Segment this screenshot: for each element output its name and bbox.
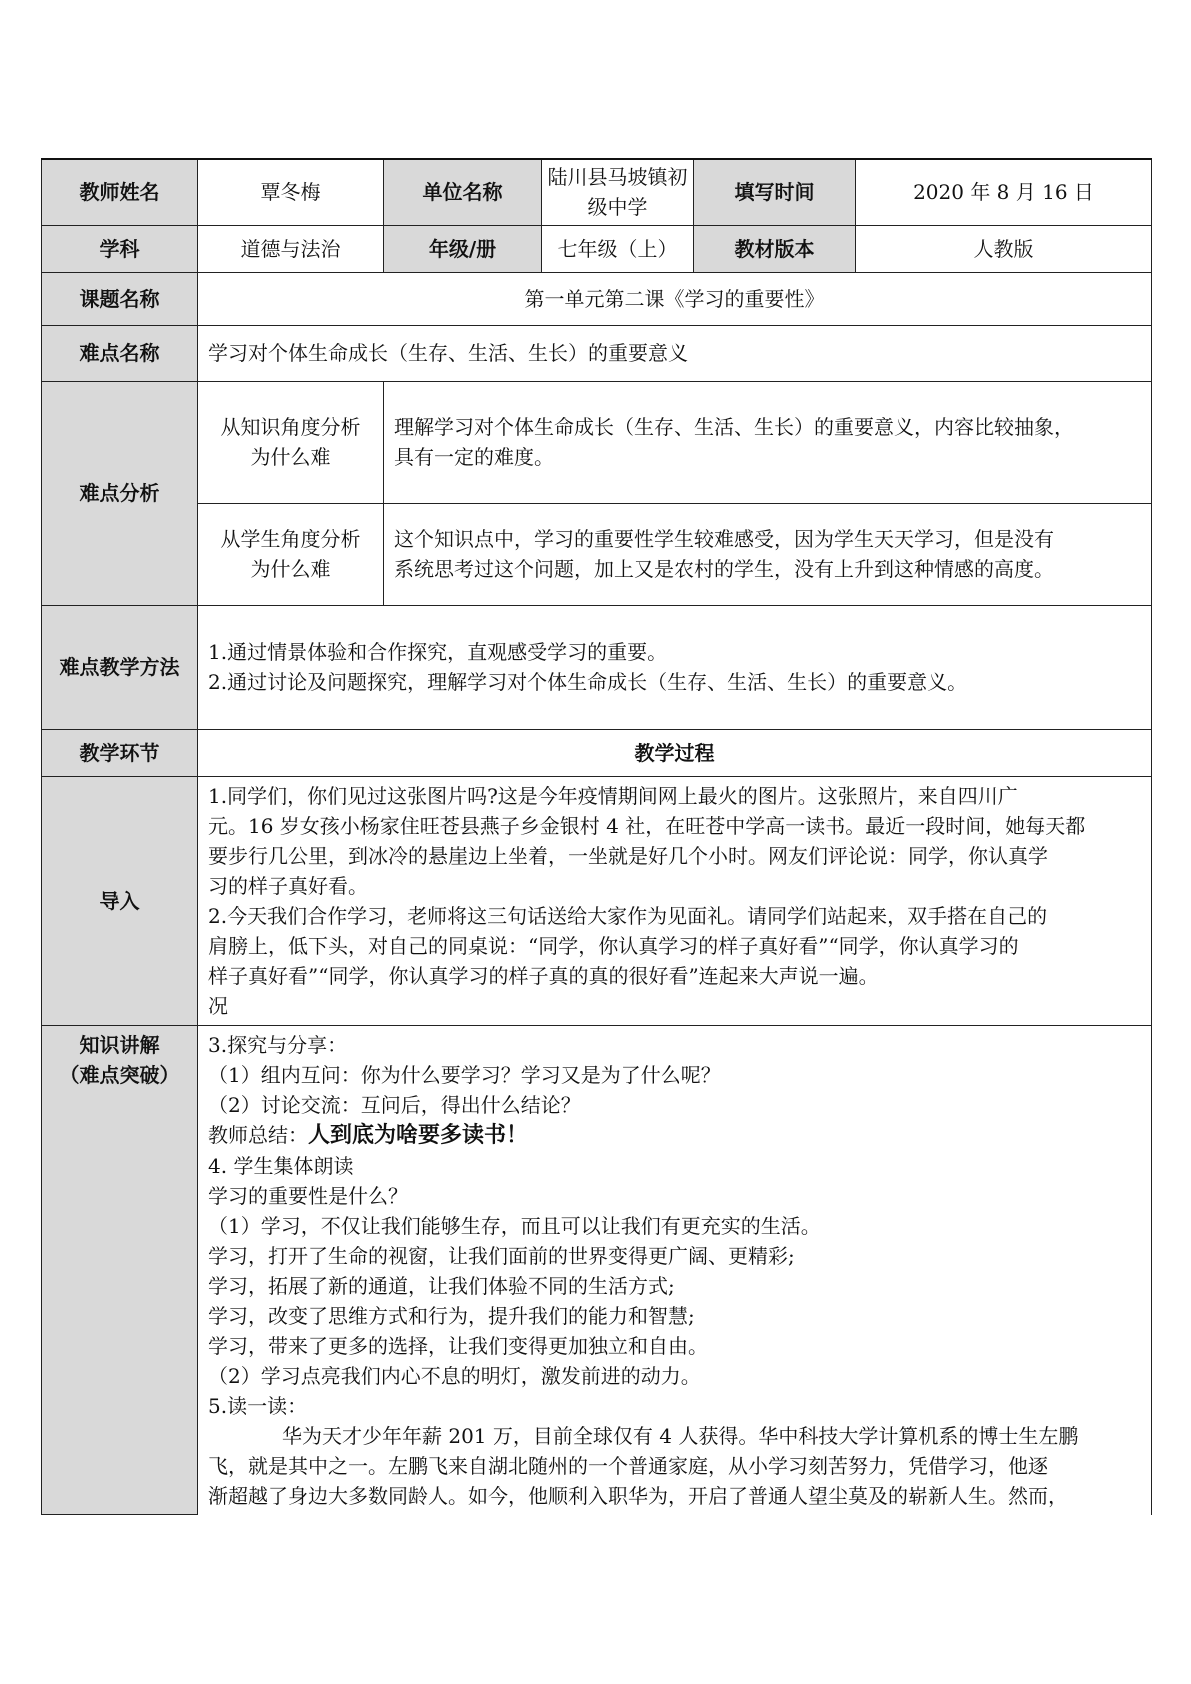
difficulty-label: 难点名称 [42, 325, 198, 381]
grade-label: 年级/册 [384, 225, 542, 272]
student-text-line-1: 这个知识点中，学习的重要性学生较难感受，因为学生天天学习，但是没有 [394, 527, 1054, 551]
knowledge-line: 学习的重要性是什么？ [208, 1183, 408, 1208]
methods-label: 难点教学方法 [42, 605, 198, 729]
topic-value: 第一单元第二课《学习的重要性》 [198, 272, 1152, 325]
knowledge-line: 5.读一读： [208, 1393, 308, 1418]
intro-line: 2.今天我们合作学习，老师将这三句话送给大家作为见面礼。请同学们站起来，双手搭在自己的 [208, 903, 1048, 928]
unit-label: 单位名称 [384, 159, 542, 225]
summary-prefix: 教师总结： [208, 1122, 308, 1147]
topic-row [42, 272, 1152, 325]
difficulty-row [42, 325, 1152, 381]
knowledge-text-line-2: 具有一定的难度。 [394, 445, 554, 469]
knowledge-line: 学习，带来了更多的选择，让我们变得更加独立和自由。 [208, 1333, 708, 1358]
knowledge-text-line-1: 理解学习对个体生命成长（生存、生活、生长）的重要意义，内容比较抽象， [394, 415, 1074, 439]
subject-value: 道德与法治 [198, 225, 384, 272]
knowledge-line: 华为天才少年年薪 201 万，目前全球仅有 4 人获得。华中科技大学计算机系的博士生左鹏 [282, 1423, 1079, 1448]
knowledge-line: 4. 学生集体朗读 [208, 1153, 354, 1178]
knowledge-line: 3.探究与分享： [208, 1032, 348, 1057]
knowledge-label-line-2: （难点突破） [59, 1062, 180, 1087]
date-value: 2020 年 8 月 16 日 [856, 159, 1152, 225]
knowledge-line: 学习，拓展了新的通道，让我们体验不同的生活方式; [208, 1273, 675, 1298]
methods-line-1: 1.通过情景体验和合作探究，直观感受学习的重要。 [208, 640, 668, 664]
methods-text [198, 605, 1152, 729]
intro-row [42, 776, 1152, 1025]
info-row-2 [42, 225, 1152, 272]
intro-label: 导入 [42, 776, 198, 1025]
methods-row [42, 605, 1152, 729]
knowledge-line: （2）学习点亮我们内心不息的明灯，激发前进的动力。 [208, 1363, 701, 1388]
unit-value-line-2: 级中学 [587, 195, 648, 220]
analysis-label: 难点分析 [42, 381, 198, 605]
analysis-row-student [42, 503, 1152, 605]
knowledge-angle-line-2: 为什么难 [250, 445, 331, 469]
knowledge-angle-line-1: 从知识角度分析 [220, 415, 361, 439]
unit-value-line-1: 陆川县马坡镇初 [547, 165, 688, 190]
intro-line: 肩膀上，低下头，对自己的同桌说：“同学，你认真学习的样子真好看”“同学，你认真学习的 [208, 933, 1019, 958]
edition-value: 人教版 [856, 225, 1152, 272]
knowledge-line: （2）讨论交流：互问后，得出什么结论？ [208, 1092, 581, 1117]
edition-label: 教材版本 [694, 225, 856, 272]
knowledge-line: 学习，打开了生命的视窗，让我们面前的世界变得更广阔、更精彩; [208, 1243, 795, 1268]
student-angle-text [384, 503, 1152, 605]
unit-value [542, 159, 694, 225]
topic-label: 课题名称 [42, 272, 198, 325]
process-content-header: 教学过程 [198, 729, 1152, 776]
knowledge-text [198, 1025, 1152, 1515]
process-stage-header: 教学环节 [42, 729, 198, 776]
knowledge-row [42, 1025, 1152, 1515]
teacher-label: 教师姓名 [42, 159, 198, 225]
knowledge-angle-label [198, 381, 384, 503]
knowledge-label-line-1: 知识讲解 [79, 1032, 160, 1057]
subject-label: 学科 [42, 225, 198, 272]
student-angle-label [198, 503, 384, 605]
intro-line: 况 [208, 993, 228, 1018]
student-angle-line-2: 为什么难 [250, 557, 331, 581]
grade-value: 七年级（上） [542, 225, 694, 272]
intro-line: 样子真好看”“同学，你认真学习的样子真的真的很好看”连起来大声说一遍。 [208, 963, 879, 988]
knowledge-line: 渐超越了身边大多数同龄人。如今，他顺利入职华为，开启了普通人望尘莫及的崭新人生。然而， [208, 1483, 1068, 1508]
lesson-plan-table [41, 158, 1152, 1515]
knowledge-summary-line [208, 1120, 1141, 1151]
knowledge-angle-text [384, 381, 1152, 503]
analysis-row-knowledge [42, 381, 1152, 503]
student-angle-line-1: 从学生角度分析 [220, 527, 361, 551]
student-text-line-2: 系统思考过这个问题，加上又是农村的学生，没有上升到这种情感的高度。 [394, 557, 1054, 581]
intro-line: 元。16 岁女孩小杨家住旺苍县燕子乡金银村 4 社，在旺苍中学高一读书。最近一段时间，她每天都 [208, 813, 1086, 838]
intro-line: 习的样子真好看。 [208, 873, 368, 898]
intro-line: 要步行几公里，到冰冷的悬崖边上坐着，一坐就是好几个小时。网友们评论说：同学，你认真学 [208, 843, 1048, 868]
knowledge-line: 飞，就是其中之一。左鹏飞来自湖北随州的一个普通家庭，从小学习刻苦努力，凭借学习，他逐 [208, 1453, 1048, 1478]
intro-line: 1.同学们，你们见过这张图片吗?这是今年疫情期间网上最火的图片。这张照片，来自四川广 [208, 783, 1018, 808]
teacher-value: 覃冬梅 [198, 159, 384, 225]
difficulty-value: 学习对个体生命成长（生存、生活、生长）的重要意义 [198, 325, 1152, 381]
date-label: 填写时间 [694, 159, 856, 225]
knowledge-line: 学习，改变了思维方式和行为，提升我们的能力和智慧; [208, 1303, 695, 1328]
knowledge-line: （1）学习，不仅让我们能够生存，而且可以让我们有更充实的生活。 [208, 1213, 821, 1238]
summary-emphasis: 人到底为啥要多读书！ [308, 1122, 529, 1148]
info-row-1 [42, 159, 1152, 225]
knowledge-label [42, 1025, 198, 1515]
process-header-row [42, 729, 1152, 776]
intro-text [198, 776, 1152, 1025]
knowledge-line: （1）组内互问：你为什么要学习？学习又是为了什么呢？ [208, 1062, 721, 1087]
methods-line-2: 2.通过讨论及问题探究，理解学习对个体生命成长（生存、生活、生长）的重要意义。 [208, 670, 968, 694]
